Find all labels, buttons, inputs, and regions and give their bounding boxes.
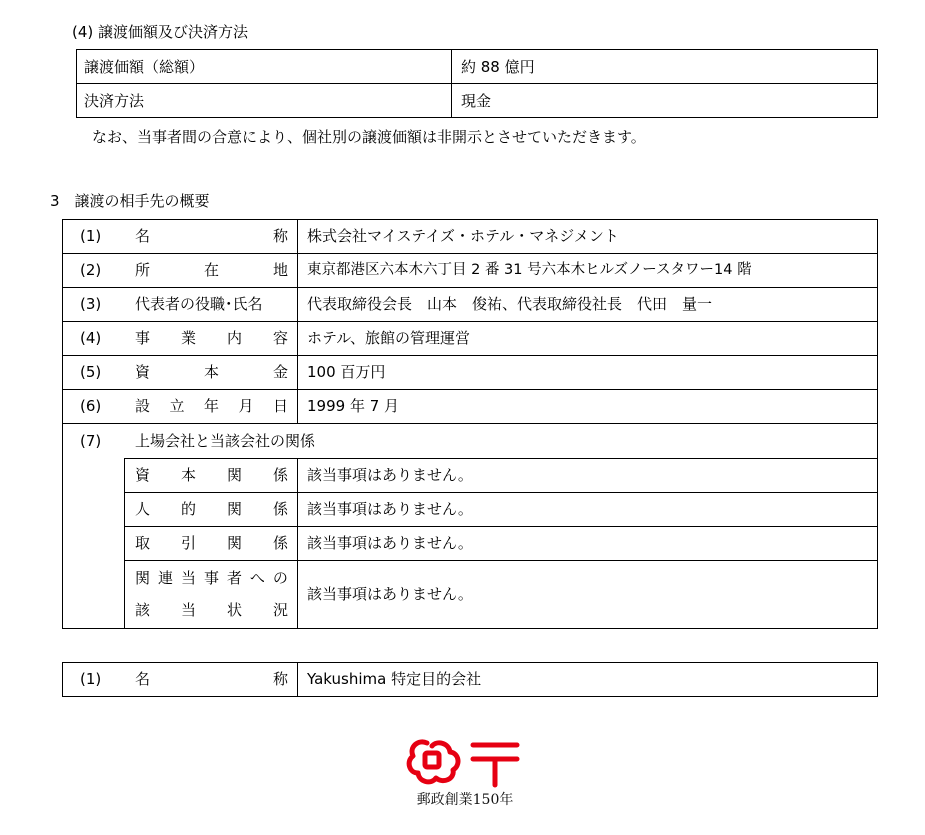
capital-label: 資 本 金 — [135, 363, 288, 381]
row-number: (5) — [80, 363, 102, 381]
price-value: 約 88 億円 — [461, 58, 535, 76]
second-name-label: 名 称 — [135, 670, 288, 688]
name-value: 株式会社マイステイズ・ホテル・マネジメント — [307, 227, 619, 245]
disclosure-note: なお、当事者間の合意により、個社別の譲渡価額は非開示とさせていただきます。 — [92, 128, 646, 146]
established-value: 1999 年 7 月 — [307, 397, 400, 415]
row-number: (3) — [80, 295, 102, 313]
row-number: (6) — [80, 397, 102, 415]
name-label: 名 称 — [135, 227, 288, 245]
business-label: 事 業 内 容 — [135, 329, 288, 347]
address-label: 所 在 地 — [135, 261, 288, 279]
section3-heading: 3 譲渡の相手先の概要 — [50, 192, 210, 210]
related-party-label-line2: 該 当 状 況 — [135, 601, 288, 619]
second-name-value: Yakushima 特定目的会社 — [307, 670, 482, 688]
representative-value: 代表取締役会長 山本 俊祐、代表取締役社長 代田 量一 — [307, 295, 713, 313]
representative-label: 代表者の役職･氏名 — [135, 295, 263, 313]
capital-relation-value: 該当事項はありません。 — [307, 466, 473, 484]
personnel-relation-value: 該当事項はありません。 — [307, 500, 473, 518]
related-party-value: 該当事項はありません。 — [307, 585, 473, 603]
row-number: (1) — [80, 670, 102, 688]
transaction-relation-value: 該当事項はありません。 — [307, 534, 473, 552]
transaction-relation-label: 取 引 関 係 — [135, 534, 288, 552]
business-value: ホテル、旅館の管理運営 — [307, 329, 471, 347]
established-label: 設 立 年 月 日 — [135, 397, 288, 415]
row-number: (2) — [80, 261, 102, 279]
logo-caption: 郵政創業150年 — [416, 792, 514, 808]
related-party-label-line1: 関 連 当 事 者 へ の — [135, 569, 288, 587]
capital-value: 100 百万円 — [307, 363, 386, 381]
settlement-label: 決済方法 — [84, 92, 145, 110]
price-label: 譲渡価額（総額） — [84, 58, 205, 76]
settlement-value: 現金 — [461, 92, 492, 110]
row-number: (7) — [80, 432, 102, 450]
section4-heading: (4) 譲渡価額及び決済方法 — [72, 23, 249, 41]
row-number: (1) — [80, 227, 102, 245]
row-number: (4) — [80, 329, 102, 347]
capital-relation-label: 資 本 関 係 — [135, 466, 288, 484]
relationship-heading: 上場会社と当該会社の関係 — [135, 432, 316, 450]
address-value: 東京都港区六本木六丁目 2 番 31 号六本木ヒルズノースタワー14 階 — [307, 262, 752, 278]
personnel-relation-label: 人 的 関 係 — [135, 500, 288, 518]
postal-anniversary-logo — [405, 735, 525, 825]
postal-logo-icon — [405, 735, 525, 793]
